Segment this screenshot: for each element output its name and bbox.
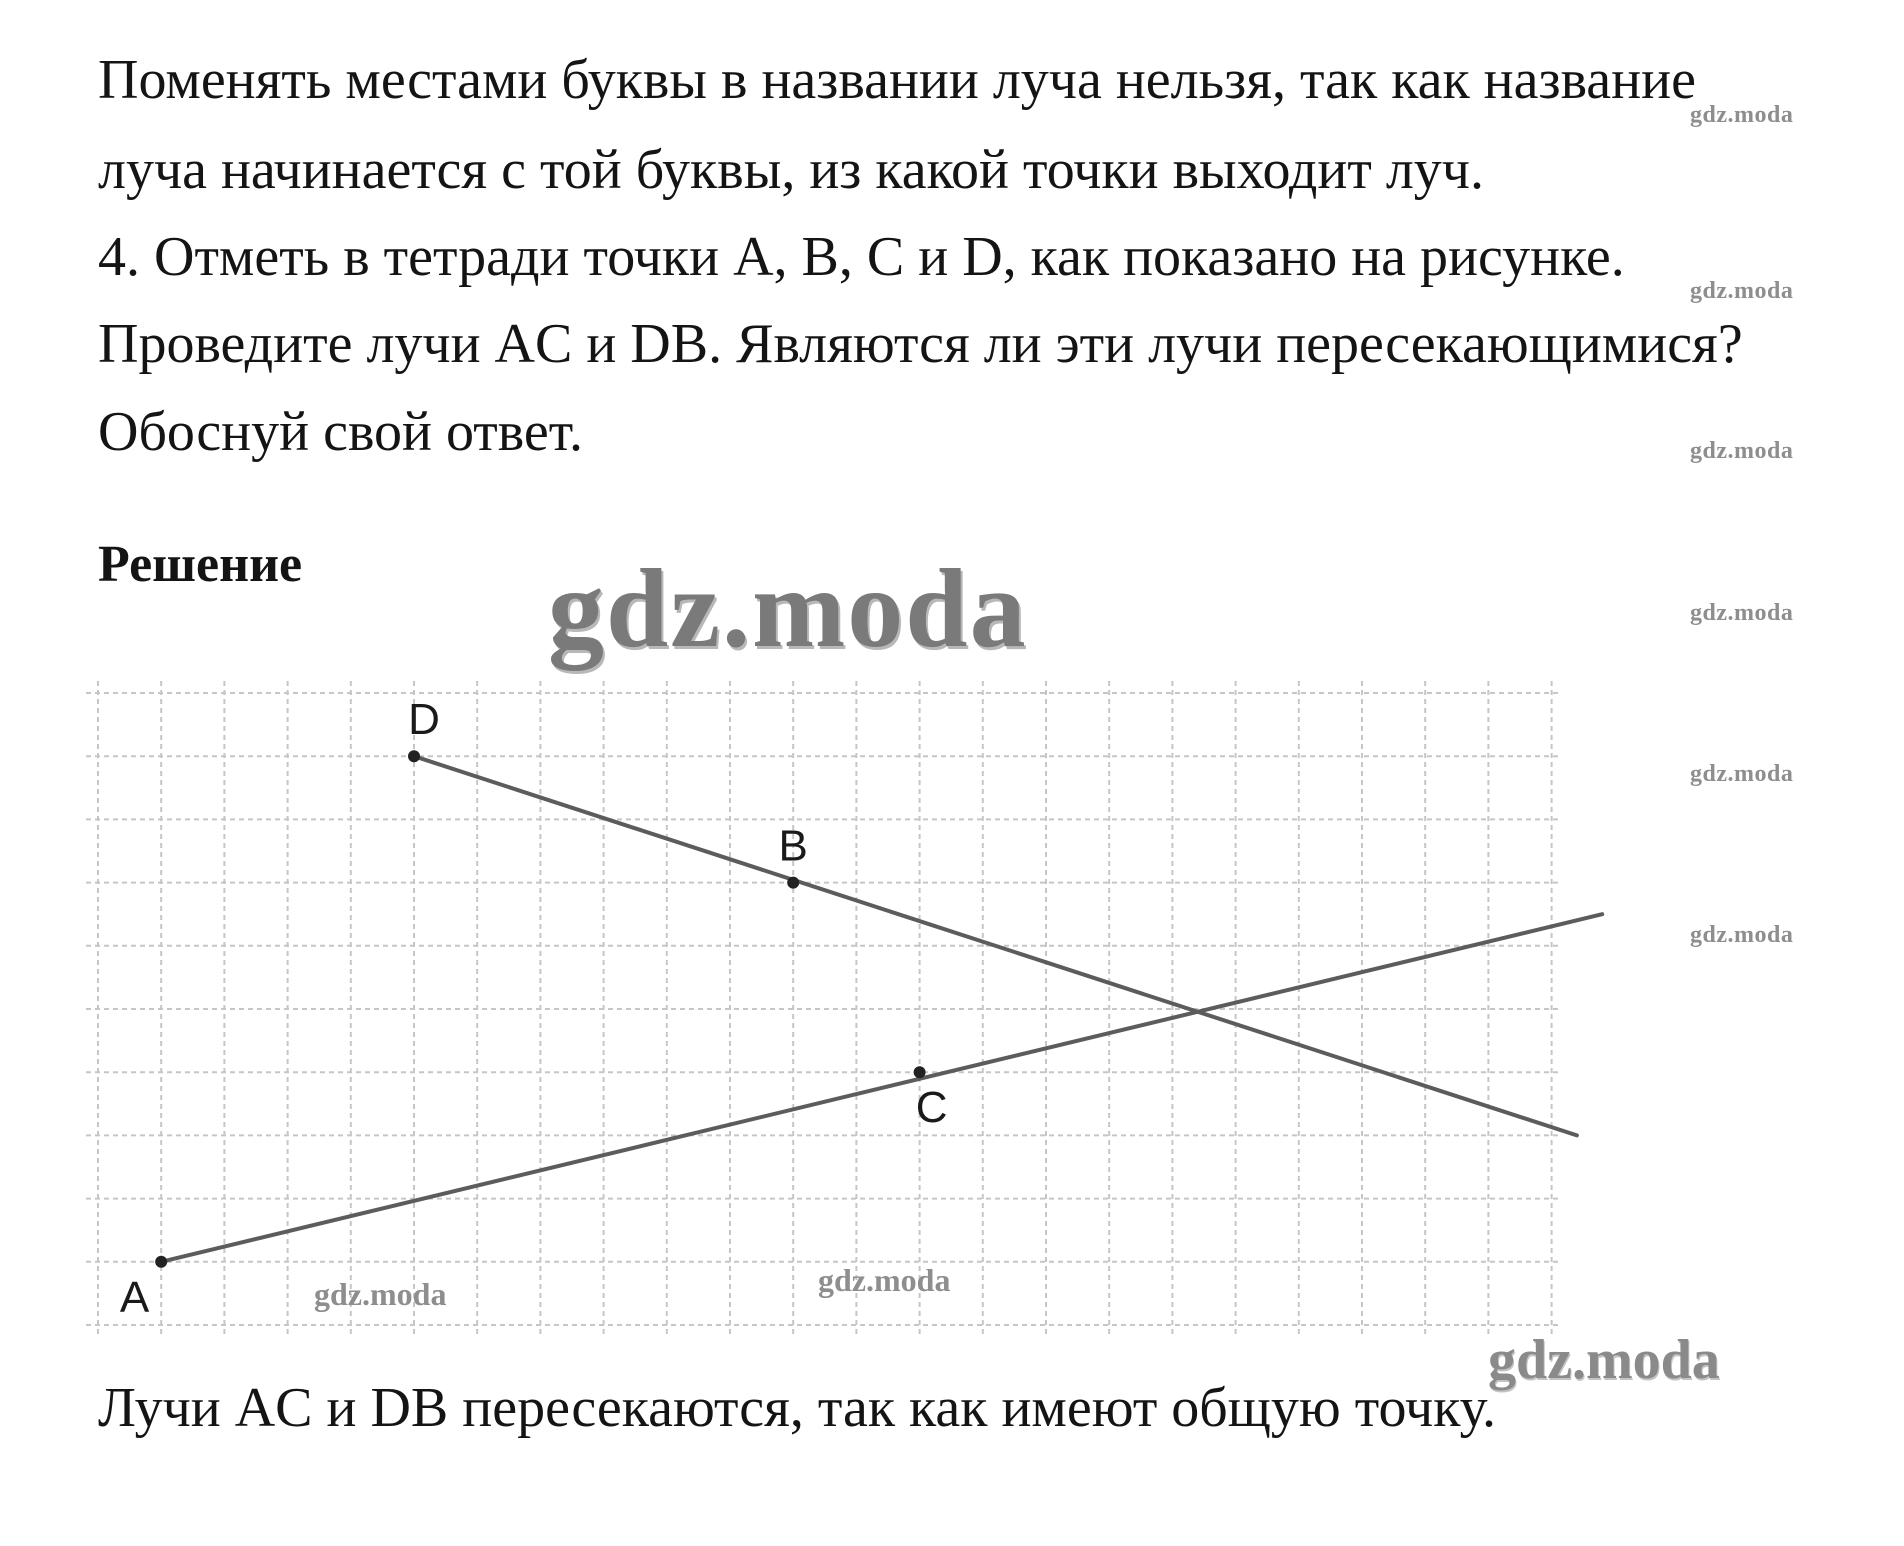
watermark: gdz.moda xyxy=(1690,922,1794,948)
conclusion-text: Лучи AC и DB пересекаются, так как имеют общую точку. xyxy=(98,1377,1497,1439)
watermark: gdz.moda xyxy=(1690,102,1794,128)
watermark: gdz.moda xyxy=(1690,761,1794,787)
point-label-a: A xyxy=(119,1272,150,1322)
text-line-2: луча начинается с той буквы, из какой точки выходит луч. xyxy=(98,139,1484,201)
text-line-1: Поменять местами буквы в названии луча нельзя, так как название xyxy=(98,49,1696,111)
watermark: gdz.moda xyxy=(1690,600,1794,626)
point-b xyxy=(787,877,799,889)
watermark: gdz.moda xyxy=(1690,278,1794,304)
solution-heading: Решение xyxy=(98,536,303,593)
point-label-d: D xyxy=(408,695,440,745)
text-line-4: Проведите лучи AC и DB. Являются ли эти лучи пересекающимися? xyxy=(98,313,1743,375)
watermark-large: gdz.moda xyxy=(548,547,1028,671)
point-label-c: C xyxy=(915,1083,948,1133)
ray-ac xyxy=(161,914,1602,1262)
watermark-large-bottom: gdz.moda xyxy=(1488,1329,1720,1391)
watermark: gdz.moda xyxy=(1690,438,1794,464)
text-line-5: Обоснуй свой ответ. xyxy=(98,401,583,463)
watermark: gdz.moda xyxy=(314,1276,447,1312)
text-line-3: 4. Отметь в тетради точки A, B, C и D, как показано на рисунке. xyxy=(98,226,1625,288)
point-label-b: B xyxy=(778,821,808,871)
point-c xyxy=(914,1066,926,1078)
grid xyxy=(86,681,1562,1337)
point-a xyxy=(155,1256,167,1268)
watermark: gdz.moda xyxy=(818,1262,951,1298)
point-d xyxy=(408,750,420,762)
